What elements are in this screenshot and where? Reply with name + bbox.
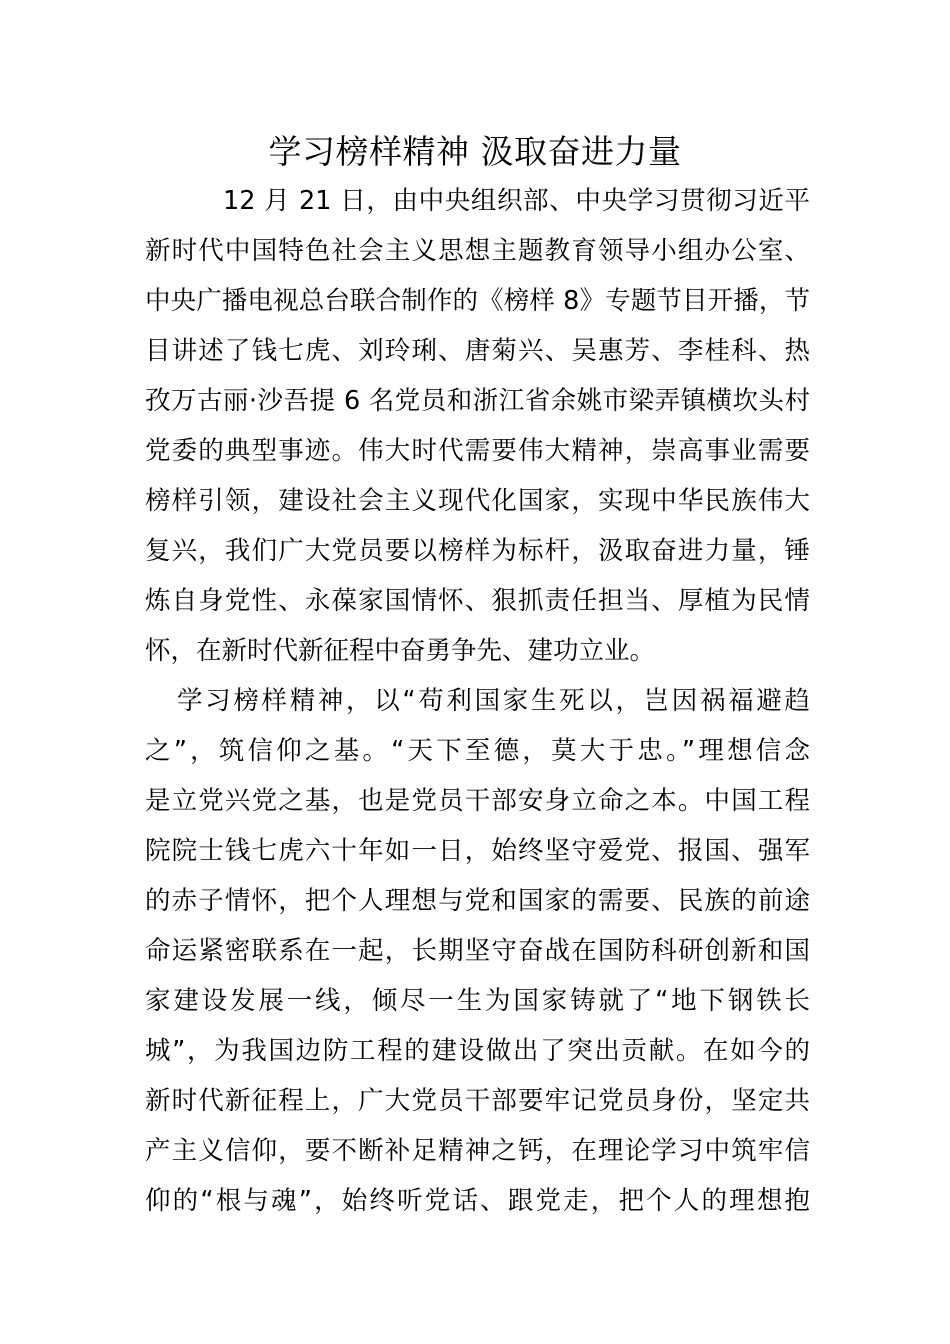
paragraph-line: 新时代中国特色社会主义思想主题教育领导小组办公室、 xyxy=(145,236,810,266)
paragraph-line: 复兴，我们广大党员要以榜样为标杆，汲取奋进力量，锤 xyxy=(145,536,810,566)
paragraph-line: 怀，在新时代新征程中奋勇争先、建功立业。 xyxy=(145,636,656,666)
paragraph-2 xyxy=(145,676,810,1226)
paragraph-line: 中央广播电视总台联合制作的《榜样 8》专题节目开播，节 xyxy=(145,286,810,316)
paragraph-line: 炼自身党性、永葆家国情怀、狠抓责任担当、厚植为民情 xyxy=(145,586,810,616)
paragraph-line: 新时代新征程上，广大党员干部要牢记党员身份，坚定共 xyxy=(145,1086,810,1116)
paragraph-line: 是立党兴党之基，也是党员干部安身立命之本。中国工程 xyxy=(145,786,810,816)
document-body xyxy=(145,176,810,1226)
paragraph-line: 产主义信仰，要不断补足精神之钙，在理论学习中筑牢信 xyxy=(145,1136,810,1166)
paragraph-line: 仰的“根与魂”，始终听党话、跟党走，把个人的理想抱 xyxy=(145,1186,810,1216)
paragraph-line: 院院士钱七虎六十年如一日，始终坚守爱党、报国、强军 xyxy=(145,836,810,866)
paragraph-line: 12 月 21 日，由中央组织部、中央学习贯彻习近平 xyxy=(223,186,810,216)
paragraph-line: 之”，筑信仰之基。“天下至德，莫大于忠。”理想信念 xyxy=(145,736,810,766)
document-title: 学习榜样精神 汲取奋进力量 xyxy=(268,132,682,171)
paragraph-line: 城”，为我国边防工程的建设做出了突出贡献。在如今的 xyxy=(145,1036,810,1066)
paragraph-line: 命运紧密联系在一起，长期坚守奋战在国防科研创新和国 xyxy=(145,936,810,966)
paragraph-line: 孜万古丽·沙吾提 6 名党员和浙江省余姚市梁弄镇横坎头村 xyxy=(145,386,810,416)
paragraph-line: 的赤子情怀，把个人理想与党和国家的需要、民族的前途 xyxy=(145,886,810,916)
paragraph-1 xyxy=(145,176,810,676)
paragraph-line: 党委的典型事迹。伟大时代需要伟大精神，崇高事业需要 xyxy=(145,436,810,466)
paragraph-line: 榜样引领，建设社会主义现代化国家，实现中华民族伟大 xyxy=(145,486,810,516)
paragraph-line: 学习榜样精神，以“苟利国家生死以，岂因祸福避趋 xyxy=(177,686,810,716)
paragraph-line: 家建设发展一线，倾尽一生为国家铸就了“地下钢铁长 xyxy=(145,986,810,1016)
paragraph-line: 目讲述了钱七虎、刘玲琍、唐菊兴、吴惠芳、李桂科、热 xyxy=(145,336,810,366)
